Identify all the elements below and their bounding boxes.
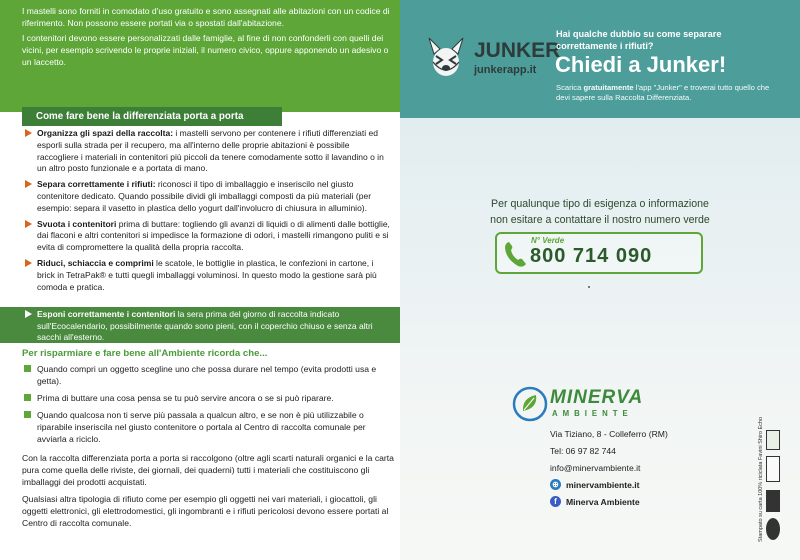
- address: Via Tiziano, 8 - Colleferro (RM): [550, 429, 668, 439]
- item-bold: Svuota i contenitori: [37, 218, 117, 229]
- print-certification: [738, 416, 788, 546]
- list-item: [22, 409, 394, 445]
- junker-logo[interactable]: [424, 36, 561, 84]
- item-bold: Separa correttamente i rifiuti:: [37, 179, 156, 190]
- arrow-bullet-icon: [25, 259, 32, 267]
- desc-bold: gratuitamente: [583, 83, 634, 92]
- minerva-subtitle: AMBIENTE: [552, 409, 633, 418]
- closing-paragraph-1: Con la raccolta differenziata porta a porta si raccolgono (oltre agli scarti naturali organici e la carta pura come quella delle riviste, dei giornali, dei quaderni) tutti i materiali che costituiscono gli imballaggi dei prodotti acquistati.: [22, 453, 394, 487]
- certification-logo: [766, 518, 780, 540]
- intro-box: [0, 0, 400, 112]
- junker-mascot-icon: [424, 36, 468, 82]
- item-text: le scatole, le bottiglie in plastica, le confezioni in cartone, i brick in TetraPak® e tutti quegli imballaggi voluminosi. In questo modo la gestione sarà più comoda e pratica.: [37, 257, 377, 292]
- intro-paragraph-2: I contenitori devono essere personalizzati dalle famiglie, al fine di non confonderli con quelli dei vicini, per esempio scrivendo le proprie iniziali, il numero civico, oppure apponendo un adesivo o un laccetto.: [22, 33, 389, 67]
- desc-post: l'app "Junker" e troverai tutto quello che devi sapere sulla Raccolta Differenziata.: [556, 83, 770, 102]
- globe-icon: ⊕: [550, 479, 561, 490]
- junker-cta-title: Chiedi a Junker!: [555, 52, 727, 77]
- square-bullet-icon: [24, 365, 31, 372]
- facebook-link[interactable]: [550, 496, 720, 513]
- facebook-text: Minerva Ambiente: [566, 497, 640, 507]
- closing-paragraph-2: Qualsiasi altra tipologia di rifiuto come per esempio gli oggetti nei vari materiali, i giocattoli, gli oggetti elettronici, gli elettrodomestici, gli ingombranti e i rifiuti pericolosi devono essere portati al Centro di raccolta comunale.: [22, 494, 389, 528]
- how-list: [22, 128, 392, 297]
- website-text: minervambiente.it: [566, 480, 640, 490]
- junker-logo-text: JUNKER: [474, 39, 561, 62]
- phone-icon: [503, 239, 529, 269]
- square-bullet-icon: [24, 411, 31, 418]
- item-bold: Riduci, schiaccia e comprimi: [37, 257, 154, 268]
- certification-logo: [766, 490, 780, 512]
- toll-free-label: N° Verde: [531, 236, 565, 245]
- minerva-leaf-icon: [512, 386, 548, 422]
- list-item: [22, 392, 394, 404]
- list-item: [22, 179, 392, 214]
- arrow-bullet-icon: [25, 129, 32, 137]
- arrow-bullet-icon: [25, 310, 32, 318]
- item-text: Quando compri un oggetto scegline uno che possa durare nel tempo (evita prodotti usa e getta).: [37, 364, 377, 386]
- contact-info: [550, 428, 720, 513]
- square-bullet-icon: [24, 394, 31, 401]
- list-item: [22, 258, 392, 293]
- item-text: riconosci il tipo di imballaggio e inseriscilo nel giusto contenitore dedicato. Quando possibile dividi gli imballaggi composti da più materiali (per esempio: separa il vasetto in plastica dello yogurt dall'involucro di chiusura in alluminio).: [37, 179, 372, 213]
- contact-line-2: non esitare a contattare il nostro numero verde: [490, 214, 710, 226]
- item-text: Quando qualcosa non ti serve più passala a qualcun altro, e se non è più utilizzabile o riparabile inseriscila nel giusto contenitore o portala al Centro di raccolta comunale per avviarla a riciclo.: [37, 410, 366, 444]
- toll-free-number[interactable]: 800 714 090: [530, 245, 653, 267]
- contact-line-1: Per qualunque tipo di esigenza o informazione: [491, 198, 709, 210]
- arrow-bullet-icon: [25, 220, 32, 228]
- item-text: prima di buttare: togliendo gli avanzi di liquidi o di alimenti dalle bottiglie, dai flaconi e altri contenitori si impedisce la formazione di odori, i mastelli rimangono puliti e si evita di compromettere la qualità della propria raccolta.: [37, 218, 390, 253]
- junker-question: Hai qualche dubbio su come separare correttamente i rifiuti?: [556, 29, 722, 51]
- website-link[interactable]: [550, 479, 720, 496]
- highlight-item: [22, 309, 392, 344]
- toll-free-number-box[interactable]: [495, 232, 703, 274]
- dot-mark: [588, 286, 590, 288]
- save-list: [22, 363, 394, 450]
- certification-logo: [766, 430, 780, 450]
- item-text: Prima di buttare una cosa pensa se tu può servire ancora o se si può riparare.: [37, 393, 334, 403]
- list-item: [22, 363, 394, 387]
- email[interactable]: info@minervambiente.it: [550, 463, 641, 473]
- print-note: Stampato su carta 100% riciclata Favini Shiro Echo: [758, 416, 764, 542]
- list-item: [22, 128, 392, 175]
- desc-pre: Scarica: [556, 83, 584, 92]
- how-section-header: Come fare bene la differenziata porta a porta: [22, 107, 282, 126]
- junker-description: [556, 83, 776, 103]
- list-item: [22, 219, 392, 254]
- highlight-text: la sera prima del giorno di raccolta indicato sull'Ecocalendario, possibilmente quando sono pieni, con il coperchio chiuso e senza altri sacchi all'esterno.: [37, 309, 373, 342]
- item-bold: Organizza gli spazi della raccolta:: [37, 128, 174, 138]
- junker-url[interactable]: junkerapp.it: [474, 64, 537, 76]
- right-panel: [400, 0, 800, 560]
- closing-text: [22, 452, 394, 529]
- item-text: i mastelli servono per contenere i rifiuti differenziati ed esporli sulla strada per il recupero, ma all'interno delle proprie abitazioni è possibile raccogliere i materiali in contenitori più piccoli da tenere comodamente sotto il lavandino o in un altro posto funzionale e a portata di mano.: [37, 128, 384, 174]
- telephone[interactable]: Tel: 06 97 82 744: [550, 446, 616, 456]
- junker-banner: [400, 0, 800, 118]
- save-section-title: Per risparmiare e fare bene all'Ambiente ricorda che...: [22, 348, 268, 359]
- minerva-logo: [512, 386, 652, 422]
- arrow-bullet-icon: [25, 180, 32, 188]
- intro-paragraph-1: I mastelli sono forniti in comodato d'uso gratuito e sono assegnati alle abitazioni con un codice di riferimento. Non possono essere portati via o spostati dall'abitazione.: [22, 6, 390, 28]
- facebook-icon: f: [550, 496, 561, 507]
- contact-text: [440, 196, 760, 228]
- highlight-bold: Esponi correttamente i contenitori: [37, 309, 176, 319]
- minerva-name: MINERVA: [550, 387, 644, 408]
- certification-logo: [766, 456, 780, 482]
